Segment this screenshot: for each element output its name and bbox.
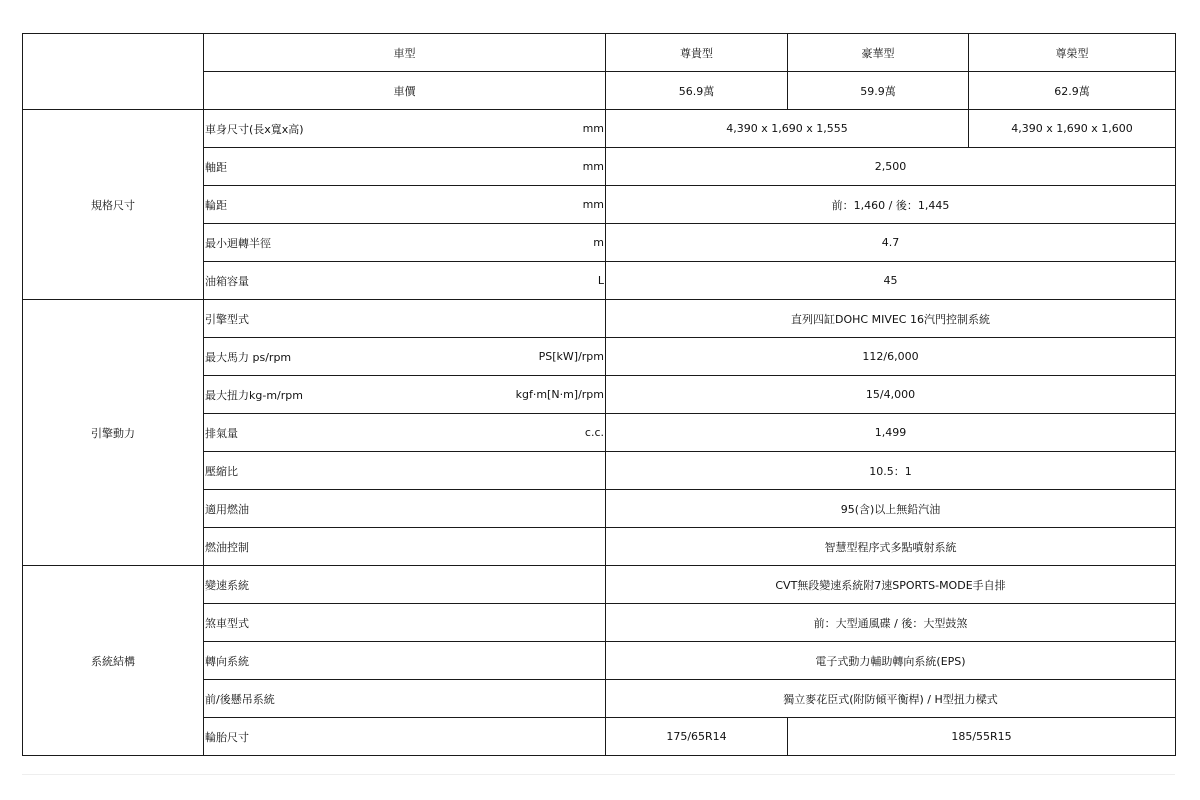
- feature-value: CVT無段變速系統附7速SPORTS-MODE手自排: [606, 566, 1176, 604]
- trim-price-3: 62.9萬: [969, 72, 1176, 110]
- feature-value: 10.5：1: [606, 452, 1176, 490]
- trim-name-1: 尊貴型: [606, 34, 788, 72]
- model-row: [23, 34, 1176, 72]
- feature-label: 最大扭力kg-m/rpm: [204, 376, 405, 414]
- trim-name-2: 豪華型: [788, 34, 969, 72]
- section-dimensions: 規格尺寸: [23, 110, 204, 300]
- feature-unit: [405, 528, 606, 566]
- feature-label: 最大馬力 ps/rpm: [204, 338, 405, 376]
- feature-value: 4,390 x 1,690 x 1,555: [606, 110, 969, 148]
- feature-label: 適用燃油: [204, 490, 405, 528]
- feature-unit: [405, 452, 606, 490]
- feature-value: 智慧型程序式多點噴射系統: [606, 528, 1176, 566]
- feature-label: 車身尺寸(長x寬x高): [204, 110, 405, 148]
- feature-label: 煞車型式: [204, 604, 606, 642]
- feature-unit: mm: [405, 186, 606, 224]
- feature-value: 電子式動力輔助轉向系統(EPS): [606, 642, 1176, 680]
- table-row: [23, 300, 1176, 338]
- feature-unit: [405, 300, 606, 338]
- trim-price-1: 56.9萬: [606, 72, 788, 110]
- feature-value: 175/65R14: [606, 718, 788, 756]
- feature-value: 185/55R15: [788, 718, 1176, 756]
- section-system: 系統結構: [23, 566, 204, 756]
- feature-unit: [405, 490, 606, 528]
- feature-label: 前/後懸吊系統: [204, 680, 606, 718]
- feature-unit: c.c.: [405, 414, 606, 452]
- feature-label: 輪距: [204, 186, 405, 224]
- feature-value: 獨立麥花臣式(附防傾平衡桿) / H型扭力樑式: [606, 680, 1176, 718]
- model-label: 車型: [204, 34, 606, 72]
- section-engine: 引擎動力: [23, 300, 204, 566]
- corner-cell: [23, 34, 204, 110]
- feature-label: 油箱容量: [204, 262, 405, 300]
- feature-value: 15/4,000: [606, 376, 1176, 414]
- table-row: [23, 110, 1176, 148]
- table-row: [23, 566, 1176, 604]
- price-label: 車價: [204, 72, 606, 110]
- feature-unit: mm: [405, 148, 606, 186]
- feature-label: 輪胎尺寸: [204, 718, 606, 756]
- feature-unit: PS[kW]/rpm: [405, 338, 606, 376]
- feature-label: 壓縮比: [204, 452, 405, 490]
- feature-value: 前：1,460 / 後：1,445: [606, 186, 1176, 224]
- feature-label: 引擎型式: [204, 300, 405, 338]
- feature-value: 4.7: [606, 224, 1176, 262]
- feature-unit: mm: [405, 110, 606, 148]
- feature-label: 軸距: [204, 148, 405, 186]
- feature-label: 燃油控制: [204, 528, 405, 566]
- bottom-divider: [22, 774, 1175, 775]
- feature-value: 112/6,000: [606, 338, 1176, 376]
- feature-value: 直列四缸DOHC MIVEC 16汽門控制系統: [606, 300, 1176, 338]
- feature-unit: m: [405, 224, 606, 262]
- feature-label: 排氣量: [204, 414, 405, 452]
- spec-table: [22, 33, 1176, 756]
- feature-value: 1,499: [606, 414, 1176, 452]
- feature-value: 95(含)以上無鉛汽油: [606, 490, 1176, 528]
- feature-label: 變速系統: [204, 566, 606, 604]
- feature-value: 2,500: [606, 148, 1176, 186]
- feature-value: 45: [606, 262, 1176, 300]
- feature-label: 最小迴轉半徑: [204, 224, 405, 262]
- feature-unit: kgf·m[N·m]/rpm: [405, 376, 606, 414]
- trim-price-2: 59.9萬: [788, 72, 969, 110]
- feature-value: 前：大型通風碟 / 後：大型鼓煞: [606, 604, 1176, 642]
- trim-name-3: 尊榮型: [969, 34, 1176, 72]
- feature-label: 轉向系統: [204, 642, 606, 680]
- feature-unit: L: [405, 262, 606, 300]
- feature-value: 4,390 x 1,690 x 1,600: [969, 110, 1176, 148]
